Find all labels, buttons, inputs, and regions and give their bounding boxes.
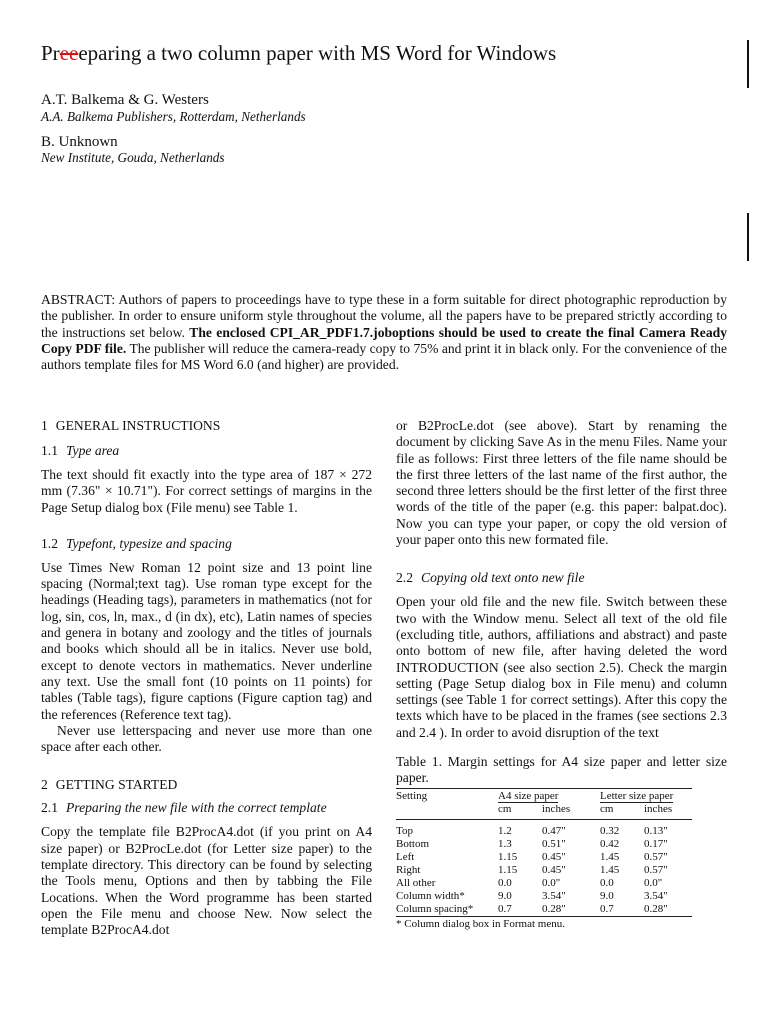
table-cell: 0.57" <box>644 864 668 877</box>
table-row <box>396 890 692 903</box>
table-cell: 0.45" <box>542 851 566 864</box>
table-units-row <box>396 803 692 820</box>
abstract <box>41 292 727 373</box>
title-prefix: Pr <box>41 41 60 65</box>
table-cell: 0.0" <box>542 877 561 890</box>
table-footnote: * Column dialog box in Format menu. <box>396 918 565 931</box>
subsection-heading: 2.1 Preparing the new file with the correct template <box>41 800 327 816</box>
table-header-cell: Setting <box>396 789 498 804</box>
table-cell: 0.0" <box>644 877 663 890</box>
table-cell: 0.7 <box>498 903 542 917</box>
table-cell: Bottom <box>396 838 430 851</box>
table-cell: 0.28" <box>644 903 692 917</box>
section-heading: 1 GENERAL INSTRUCTIONS <box>41 418 221 433</box>
table-cell: 1.45 <box>600 864 620 877</box>
table-cell: 1.2 <box>498 825 512 838</box>
author-line-2: B. Unknown <box>41 134 118 150</box>
abstract-bold-text: The enclosed CPI_AR_PDF1.7.joboptions should be used to create the final Camera Ready Copy PDF file. <box>41 324 727 356</box>
abstract-text: ABSTRACT: Authors of papers to proceedings have to type these in a form suitable for direct photographic reproduction by the publisher. In order to ensure uniform style throughout the volume, all the papers have to be prepared strictly according to the instructions set below. <box>41 292 727 340</box>
table-unit-cell: inches <box>542 803 600 820</box>
body-paragraph: Copy the template file B2ProcA4.dot (if you print on A4 size paper) or B2ProcLe.dot (for Letter size paper) to the template directory. This directory can be found by selecting the Tools menu, Options and then by tabbing the File Locations. When the Word programme has been started open the File menu and choose New. Now select the template B2ProcA4.dot <box>41 824 372 938</box>
table-cell: 9.0 <box>600 890 614 903</box>
table-cell: 9.0 <box>498 890 512 903</box>
section-heading: 2 GETTING STARTED <box>41 777 178 793</box>
table-cell: Top <box>396 825 413 838</box>
left-column <box>41 418 372 939</box>
subsection-heading: 1.2 Typefont, typesize and spacing <box>41 535 232 551</box>
body-paragraph: The text should fit exactly into the type area of 187 × 272 mm (7.36" × 10.71"). For correct settings of margins in the Page Setup dialog box (File menu) see Table 1. <box>41 467 372 515</box>
table-header-row <box>396 789 692 804</box>
table-cell: Column width* <box>396 890 465 903</box>
affiliation-line-1: A.A. Balkema Publishers, Rotterdam, Netherlands <box>41 109 306 124</box>
table-cell: 3.54" <box>542 890 566 903</box>
right-column <box>396 418 727 931</box>
table-header-cell: A4 size paper <box>498 789 600 804</box>
paper-title <box>41 40 556 66</box>
table-row <box>396 877 692 890</box>
author-line-1: A.T. Balkema & G. Westers <box>41 92 209 108</box>
abstract-text-tail: The publisher will reduce the camera-ready copy to 75% and print it in black only. For the convenience of the authors template files for MS Word 6.0 (and higher) are provided. <box>41 340 727 373</box>
table-cell: 1.3 <box>498 838 512 851</box>
table-cell: 0.51" <box>542 838 566 851</box>
table-cell: Left <box>396 851 415 864</box>
title-rest: eparing a two column paper with MS Word for Windows <box>78 41 557 65</box>
title-tracked-deletion: ee <box>59 41 79 65</box>
table-cell: 0.57" <box>644 851 668 864</box>
table-cell: 0.7 <box>600 903 644 917</box>
table-cell: Column spacing* <box>396 903 498 917</box>
table-cell: 0.47" <box>542 825 566 838</box>
table-cell: 0.42 <box>600 838 620 851</box>
body-paragraph: Use Times New Roman 12 point size and 13 point line spacing (Normal;text tag). Use roman type except for the headings (Heading tags), parameters in mathematics (not for log, sin, cos, ln, max., d (in dx), etc), Latin names of species and genera in botany and zoology and the titles of journals and books which should all be in italics. Never use bold, except to denote vectors in mathematics. Never underline any text. Use the small font (10 points on 11 points) for tables (Table tags), figure captions (Figure caption tag) and the references (Reference text tag). <box>41 559 372 722</box>
subsection-heading: 2.2 Copying old text onto new file <box>396 570 585 586</box>
table-cell: All other <box>396 877 436 890</box>
body-paragraph: Open your old file and the new file. Switch between these two with the Window menu. Select all text of the old file (excluding title, authors, affiliations and abstract) and paste onto bottom of new file, after having deleted the word INTRODUCTION (see also section 2.5). Check the margin setting (Page Setup dialog box in File menu) and column settings (see Table 1 for correct settings). After this copy the texts which have to be placed in the frames (see sections 2.3 and 2.4 ). In order to avoid disruption of the text <box>396 594 727 740</box>
body-paragraph: or B2ProcLe.dot (see above). Start by renaming the document by clicking Save As in the menu Files. Name your file as follows: First three letters of the file name should be the first three letters of the last name of the first author, the second three letters should be the first letter of the first three words of the title of the paper (e.g. this paper: balpat.doc). Now you can type your paper, or copy the old version of your paper onto this new formated file. <box>396 418 727 548</box>
table-row <box>396 820 692 839</box>
change-bar-marker <box>747 213 749 261</box>
table-header-cell: Letter size paper <box>600 789 692 804</box>
table-cell: 1.45 <box>600 851 620 864</box>
table-row <box>396 903 692 917</box>
table-cell: 1.15 <box>498 864 518 877</box>
table-unit-cell: cm <box>600 803 644 820</box>
table-cell: 0.45" <box>542 864 566 877</box>
table-cell: 0.17" <box>644 838 668 851</box>
table-cell: 0.0 <box>498 877 512 890</box>
subsection-heading: 1.1 Type area <box>41 443 120 458</box>
table-caption: Table 1. Margin settings for A4 size paper and letter size paper. <box>396 754 727 786</box>
table-unit-cell: cm <box>498 803 542 820</box>
table-cell: 0.0 <box>600 877 614 890</box>
table-row <box>396 851 692 864</box>
table-cell: 0.28" <box>542 903 600 917</box>
table-row <box>396 838 692 851</box>
change-bar-marker <box>747 40 749 88</box>
margin-settings-table <box>396 788 692 917</box>
table-cell: 1.15 <box>498 851 518 864</box>
table-cell: Right <box>396 864 421 877</box>
table-cell: 0.32 <box>600 825 620 838</box>
affiliation-line-2: New Institute, Gouda, Netherlands <box>41 150 225 165</box>
body-paragraph: Never use letterspacing and never use more than one space after each other. <box>41 722 372 755</box>
table-cell: 3.54" <box>644 890 668 903</box>
table-unit-cell: inches <box>644 803 692 820</box>
table-row <box>396 864 692 877</box>
table-cell: 0.13" <box>644 825 668 838</box>
